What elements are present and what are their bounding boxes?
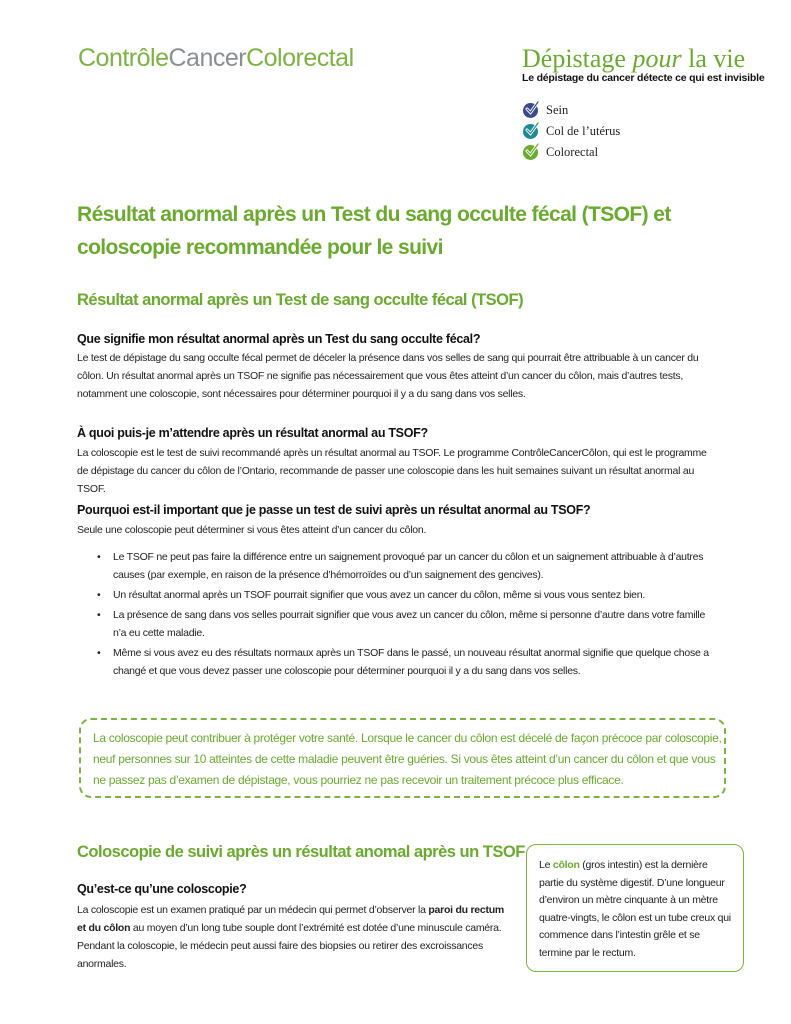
q2-heading: À quoi puis-je m’attendre après un résultat anormal au TSOF? <box>77 426 428 440</box>
contole-cancer-colorectal-logo <box>78 44 354 73</box>
screening-label: Col de l’utérus <box>546 124 621 138</box>
check-circle-icon <box>523 145 538 160</box>
section1-heading: Résultat anormal après un Test de sang occulte fécal (TSOF) <box>77 291 524 309</box>
colon-definition-text <box>539 857 731 962</box>
screening-item-sein <box>523 100 620 121</box>
q2-text: La coloscopie est le test de suivi recommandé après un résultat anormal au TSOF. Le programme ContrôleCancerCôlon, qui est le programme de dépistage du cancer du côlon de l’Ontario, recommande de passer une coloscopie dans les huit semaines suivant un résultat anormal au TSOF. <box>77 447 707 495</box>
logo-left-part2: Cancer <box>168 44 247 72</box>
logo-right-part3: la vie <box>681 44 746 73</box>
screening-item-col <box>523 121 620 142</box>
check-circle-icon <box>523 124 538 139</box>
text-part: (gros intestin) est la dernière partie du système digestif. D’une longueur d’environ un mètre cinquante à un mètre quatre-vingts, le côlon est un tube creux qui commence dans l’intestin grêle et se termine par le rectum. <box>539 859 731 959</box>
list-item: • Le TSOF ne peut pas faire la différence entre un saignement provoqué par un cancer du côlon et un saignement attribuable à d’autres causes (par exemple, en raison de la présence d’hémorroïdes ou d’un saignement des gencives). <box>97 548 717 584</box>
q1-text: Le test de dépistage du sang occulte fécal permet de déceler la présence dans vos selles de sang qui pourrait être attribuable à un cancer du côlon. Un résultat anormal après un TSOF ne signifie pas nécessairement que vous êtes atteint d’un cancer du côlon, mais d’autres tests, notamment une coloscopie, sont nécessaires pour déterminer pourquoi il y a du sang dans vos selles. <box>77 352 699 400</box>
text-part: au moyen d’un long tube souple dont l’extrémité est dotée d’une minuscule caméra. Pendant la coloscopie, le médecin peut aussi faire des biopsies ou retirer des excroissances anormales. <box>77 922 502 970</box>
reasons-list <box>97 548 717 682</box>
text-part: Le <box>539 859 553 871</box>
q1-heading: Que signifie mon résultat anormal après un Test du sang occulte fécal? <box>77 332 481 346</box>
logo-right-part2: pour <box>632 44 682 73</box>
q3-heading: Pourquoi est-il important que je passe un test de suivi après un résultat anormal au TSOF? <box>77 503 591 517</box>
callout-box <box>79 718 726 798</box>
section2-heading: Coloscopie de suivi après un résultat anomal après un TSOF <box>77 843 525 861</box>
tagline: Le dépistage du cancer détecte ce qui est invisible <box>522 72 765 84</box>
logo-left-part1: Contrôle <box>78 44 169 72</box>
colon-definition-box <box>526 844 744 972</box>
screening-label: Sein <box>546 103 569 117</box>
list-item: • Un résultat anormal après un TSOF pourrait signifier que vous avez un cancer du côlon, même si vous vous sentez bien. <box>97 586 717 604</box>
check-circle-icon <box>523 103 538 118</box>
screening-label: Colorectal <box>546 145 599 159</box>
screening-item-colorectal <box>523 142 620 163</box>
depistage-pour-la-vie-logo <box>522 44 745 74</box>
list-item: • La présence de sang dans vos selles pourrait signifier que vous avez un cancer du côlon, même si personne d’autre dans votre famille n’a eu cette maladie. <box>97 606 717 642</box>
page-title: Résultat anormal après un Test du sang occulte fécal (TSOF) et coloscopie recommandée pour le suivi <box>77 203 671 259</box>
text-bold: paroi du rectum et du côlon <box>77 904 504 934</box>
what-is-colonoscopy-text <box>77 901 507 973</box>
text-part: La coloscopie est un examen pratiqué par un médecin qui permet d’observer la <box>77 904 429 916</box>
screening-list <box>523 100 620 163</box>
callout-text: La coloscopie peut contribuer à protéger votre santé. Lorsque le cancer du côlon est décelé de façon précoce par coloscopie, neuf personnes sur 10 atteintes de cette maladie peuvent être guéries. Si vous êtes atteint d’un cancer du côlon et que vous ne passez pas d’examen de dépistage, vous pourriez ne pas recevoir un traitement précoce plus efficace. <box>93 731 722 787</box>
what-is-colonoscopy-heading: Qu’est-ce qu’une coloscopie? <box>77 882 247 896</box>
term-colon: côlon <box>552 859 580 871</box>
q3-text: Seule une coloscopie peut déterminer si vous êtes atteint d’un cancer du côlon. <box>77 524 427 536</box>
list-item: • Même si vous avez eu des résultats normaux après un TSOF dans le passé, un nouveau résultat anormal signifie que quelque chose a changé et que vous devez passer une coloscopie pour déterminer pourquoi il y a du sang dans vos selles. <box>97 644 717 680</box>
logo-left-part3: Colorectal <box>246 44 354 72</box>
logo-right-part1: Dépistage <box>522 44 633 73</box>
